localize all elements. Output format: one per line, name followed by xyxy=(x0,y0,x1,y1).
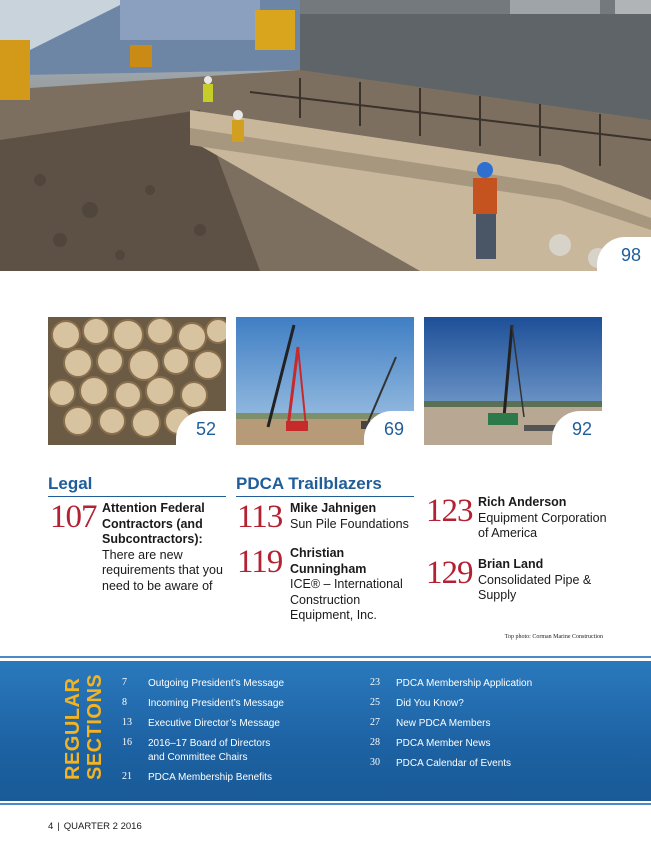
page-number: 107 xyxy=(50,499,97,535)
toc-item[interactable] xyxy=(122,737,342,771)
toc-page: 23 xyxy=(370,677,380,688)
trailblazers-heading: PDCA Trailblazers xyxy=(236,474,414,497)
regular-sections-title xyxy=(56,672,106,792)
toc-label: Incoming President’s Message xyxy=(148,698,284,709)
toc-page: 28 xyxy=(370,737,380,748)
toc-page: 7 xyxy=(122,677,127,688)
trailblazer-name: Mike Jahnigen xyxy=(290,501,377,515)
trailblazer-company: Sun Pile Foundations xyxy=(290,516,409,531)
trailblazer-name: Christian Cunningham xyxy=(290,546,367,576)
toc-page: 25 xyxy=(370,697,380,708)
page-number: 123 xyxy=(426,493,473,529)
trailblazer-company: ICE® – International Construction Equipment, Inc. xyxy=(290,577,403,622)
trailblazer-name: Brian Land xyxy=(478,557,544,571)
toc-item[interactable] xyxy=(370,737,610,757)
regular-sections-title-line2: SECTIONS xyxy=(84,673,106,780)
band-rule-top xyxy=(0,656,651,658)
toc-item[interactable] xyxy=(370,757,610,777)
toc-item[interactable] xyxy=(370,717,610,737)
toc-page: 8 xyxy=(122,697,127,708)
hero-page-badge[interactable]: 98 xyxy=(597,237,651,271)
toc-page: 16 xyxy=(122,737,132,748)
toc-label xyxy=(148,737,270,765)
toc-label: PDCA Member News xyxy=(396,738,491,749)
toc-label: Outgoing President’s Message xyxy=(148,678,285,689)
toc-item[interactable] xyxy=(122,771,342,791)
regular-sections-right-column xyxy=(370,677,610,777)
toc-page: 13 xyxy=(122,717,132,728)
toc-page: 21 xyxy=(122,771,132,782)
toc-label: PDCA Calendar of Events xyxy=(396,758,512,769)
toc-item[interactable] xyxy=(370,697,610,717)
trailblazer-company: Equipment Corporation of America xyxy=(478,510,607,540)
toc-item[interactable] xyxy=(370,677,610,697)
cranes-thumbnail[interactable] xyxy=(236,317,414,445)
trailblazer-name: Rich Anderson xyxy=(478,495,567,509)
page-number: 119 xyxy=(237,544,283,580)
footer-issue: QUARTER 2 2016 xyxy=(63,821,142,832)
regular-sections-title-line1: REGULAR xyxy=(62,677,84,780)
article-description: There are new requirements that you need to be aware of xyxy=(102,547,223,593)
article-title: Attention Federal Contractors (and Subcontractors): xyxy=(102,501,205,546)
photo-credit: Top photo: Corman Marine Construction xyxy=(504,634,603,640)
toc-label: PDCA Membership Benefits xyxy=(148,772,272,783)
toc-label-line1: 2016–17 Board of Directors xyxy=(148,738,271,749)
hero-photo xyxy=(0,0,651,271)
toc-label-line2: and Committee Chairs xyxy=(148,752,248,763)
logs-thumbnail[interactable] xyxy=(48,317,226,445)
cranes-page-badge[interactable]: 69 xyxy=(364,411,414,445)
legal-heading: Legal xyxy=(48,474,226,497)
toc-label: Executive Director’s Message xyxy=(148,718,280,729)
regular-sections-left-column xyxy=(122,677,342,791)
trailblazer-company: Consolidated Pipe & Supply xyxy=(478,572,592,602)
page-number: 129 xyxy=(426,555,473,591)
toc-label: Did You Know? xyxy=(396,698,464,709)
toc-label: New PDCA Members xyxy=(396,718,491,729)
toc-item[interactable] xyxy=(122,717,342,737)
footer-page-number: 4 xyxy=(48,821,54,832)
logs-page-badge[interactable]: 52 xyxy=(176,411,226,445)
page-number: 113 xyxy=(237,499,283,535)
pile-driver-page-badge[interactable]: 92 xyxy=(552,411,602,445)
toc-page: 27 xyxy=(370,717,380,728)
band-rule-bottom xyxy=(0,803,651,805)
page-footer xyxy=(48,821,142,832)
construction-site-illustration xyxy=(0,0,651,271)
pile-driver-thumbnail[interactable] xyxy=(424,317,602,445)
footer-separator: | xyxy=(57,821,60,832)
toc-item[interactable] xyxy=(122,677,342,697)
toc-label: PDCA Membership Application xyxy=(396,678,533,689)
toc-page: 30 xyxy=(370,757,380,768)
toc-item[interactable] xyxy=(122,697,342,717)
